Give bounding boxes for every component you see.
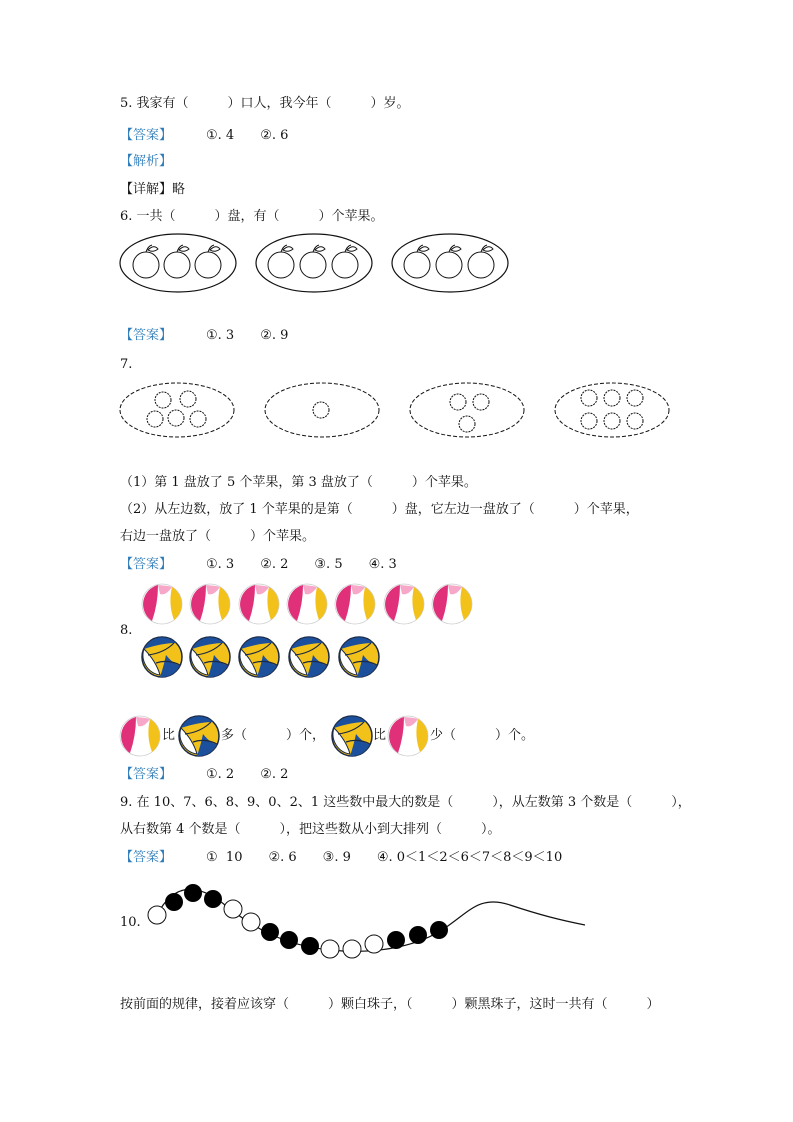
q9-answer-row: [120, 849, 562, 867]
q7-number: 7.: [120, 357, 133, 372]
q7-answer-row: [120, 556, 397, 574]
black-bead: [165, 893, 183, 911]
q6-plate-3: [392, 234, 508, 292]
analysis-tag: 【解析】: [120, 154, 173, 169]
q6-answer-row: [120, 327, 288, 345]
q8-more: 多（ ）个，: [221, 728, 326, 743]
beach-ball-icon: [142, 584, 182, 624]
q7-plate-2: [265, 383, 379, 437]
beach-ball-icon: [120, 716, 160, 756]
apple-icon: [300, 245, 326, 278]
apple-icon: [404, 245, 430, 278]
volleyball-icon: [332, 716, 372, 756]
volleyball-row: [142, 637, 379, 677]
white-bead: [224, 900, 242, 918]
q7-plate-4: [555, 383, 669, 437]
white-bead: [321, 940, 339, 958]
black-bead: [409, 926, 427, 944]
answer-tag: 【答案】: [120, 557, 173, 572]
beach-ball-icon: [384, 584, 424, 624]
q5-detail: 略: [172, 182, 186, 197]
black-bead: [204, 890, 222, 908]
q9-line1: 9. 在 10、7、6、8、9、0、2、1 这些数中最大的数是（ ），从左数第 3 个数是（ ），: [120, 795, 691, 810]
answer-tag: 【答案】: [120, 850, 173, 865]
q6-plate-2: [256, 234, 372, 292]
beach-ball-icon: [432, 584, 472, 624]
q7-line3: 右边一盘放了（ ）个苹果。: [120, 529, 316, 544]
black-bead: [280, 931, 298, 949]
apple-icon: [195, 245, 221, 278]
q6-plate-1: [120, 234, 236, 292]
beach-ball-icon: [239, 584, 279, 624]
q7-line1: （1）第 1 盘放了 5 个苹果，第 3 盘放了（ ）个苹果。: [120, 475, 477, 490]
apple-icon: [436, 245, 462, 278]
apple-icon: [133, 245, 159, 278]
beach-ball-icon: [190, 584, 230, 624]
q8-answer-row: [120, 766, 288, 784]
apple-icon: [468, 245, 494, 278]
bead-string: [148, 884, 585, 958]
apple-icon: [268, 245, 294, 278]
black-bead: [261, 923, 279, 941]
q7-plate-1: [120, 383, 234, 437]
q9-answer: ① 10 ②. 6 ③. 9 ④. 0＜1＜2＜6＜7＜8＜9＜10: [206, 850, 563, 865]
volleyball-icon: [289, 637, 329, 677]
beach-ball-row: [142, 584, 472, 624]
q8-bi-2: 比: [373, 728, 387, 743]
volleyball-icon: [142, 637, 182, 677]
q7-plate-3: [410, 383, 524, 437]
black-bead: [430, 921, 448, 939]
white-bead: [148, 906, 166, 924]
white-bead: [365, 935, 383, 953]
q7-answer: ①. 3 ②. 2 ③. 5 ④. 3: [206, 557, 397, 572]
q7-line2: （2）从左边数，放了 1 个苹果的是第（ ）盘，它左边一盘放了（ ）个苹果，: [120, 502, 639, 517]
q9-line2: 从右数第 4 个数是（ ），把这些数从小到大排列（ ）。: [120, 822, 501, 837]
detail-tag: 【详解】: [120, 182, 173, 197]
answer-tag: 【答案】: [120, 328, 173, 343]
black-bead: [184, 884, 202, 902]
black-bead: [301, 937, 319, 955]
q8-number: 8.: [120, 623, 133, 638]
beach-ball-icon: [335, 584, 375, 624]
answer-tag: 【答案】: [120, 767, 173, 782]
black-bead: [387, 931, 405, 949]
beach-ball-icon: [388, 716, 428, 756]
answer-tag: 【答案】: [120, 128, 173, 143]
q8-answer: ①. 2 ②. 2: [206, 767, 289, 782]
q10-number: 10.: [120, 915, 141, 930]
apple-icon: [164, 245, 190, 278]
q6-answer: ①. 3 ②. 9: [206, 328, 289, 343]
q5-question: 5. 我家有（ ）口人，我今年（ ）岁。: [120, 96, 410, 111]
white-bead: [343, 940, 361, 958]
volleyball-icon: [239, 637, 279, 677]
white-bead: [242, 913, 260, 931]
beach-ball-icon: [287, 584, 327, 624]
q8-less: 少（ ）个。: [430, 728, 535, 743]
apple-icon: [332, 245, 358, 278]
q8-bi-1: 比: [162, 728, 176, 743]
q10-question: 按前面的规律，接着应该穿（ ）颗白珠子，（ ）颗黑珠子，这时一共有（ ）: [120, 997, 660, 1012]
volleyball-icon: [179, 716, 219, 756]
q5-answer: ①. 4 ②. 6: [206, 128, 289, 143]
volleyball-icon: [190, 637, 230, 677]
volleyball-icon: [339, 637, 379, 677]
q6-question: 6. 一共（ ）盘，有（ ）个苹果。: [120, 209, 384, 224]
